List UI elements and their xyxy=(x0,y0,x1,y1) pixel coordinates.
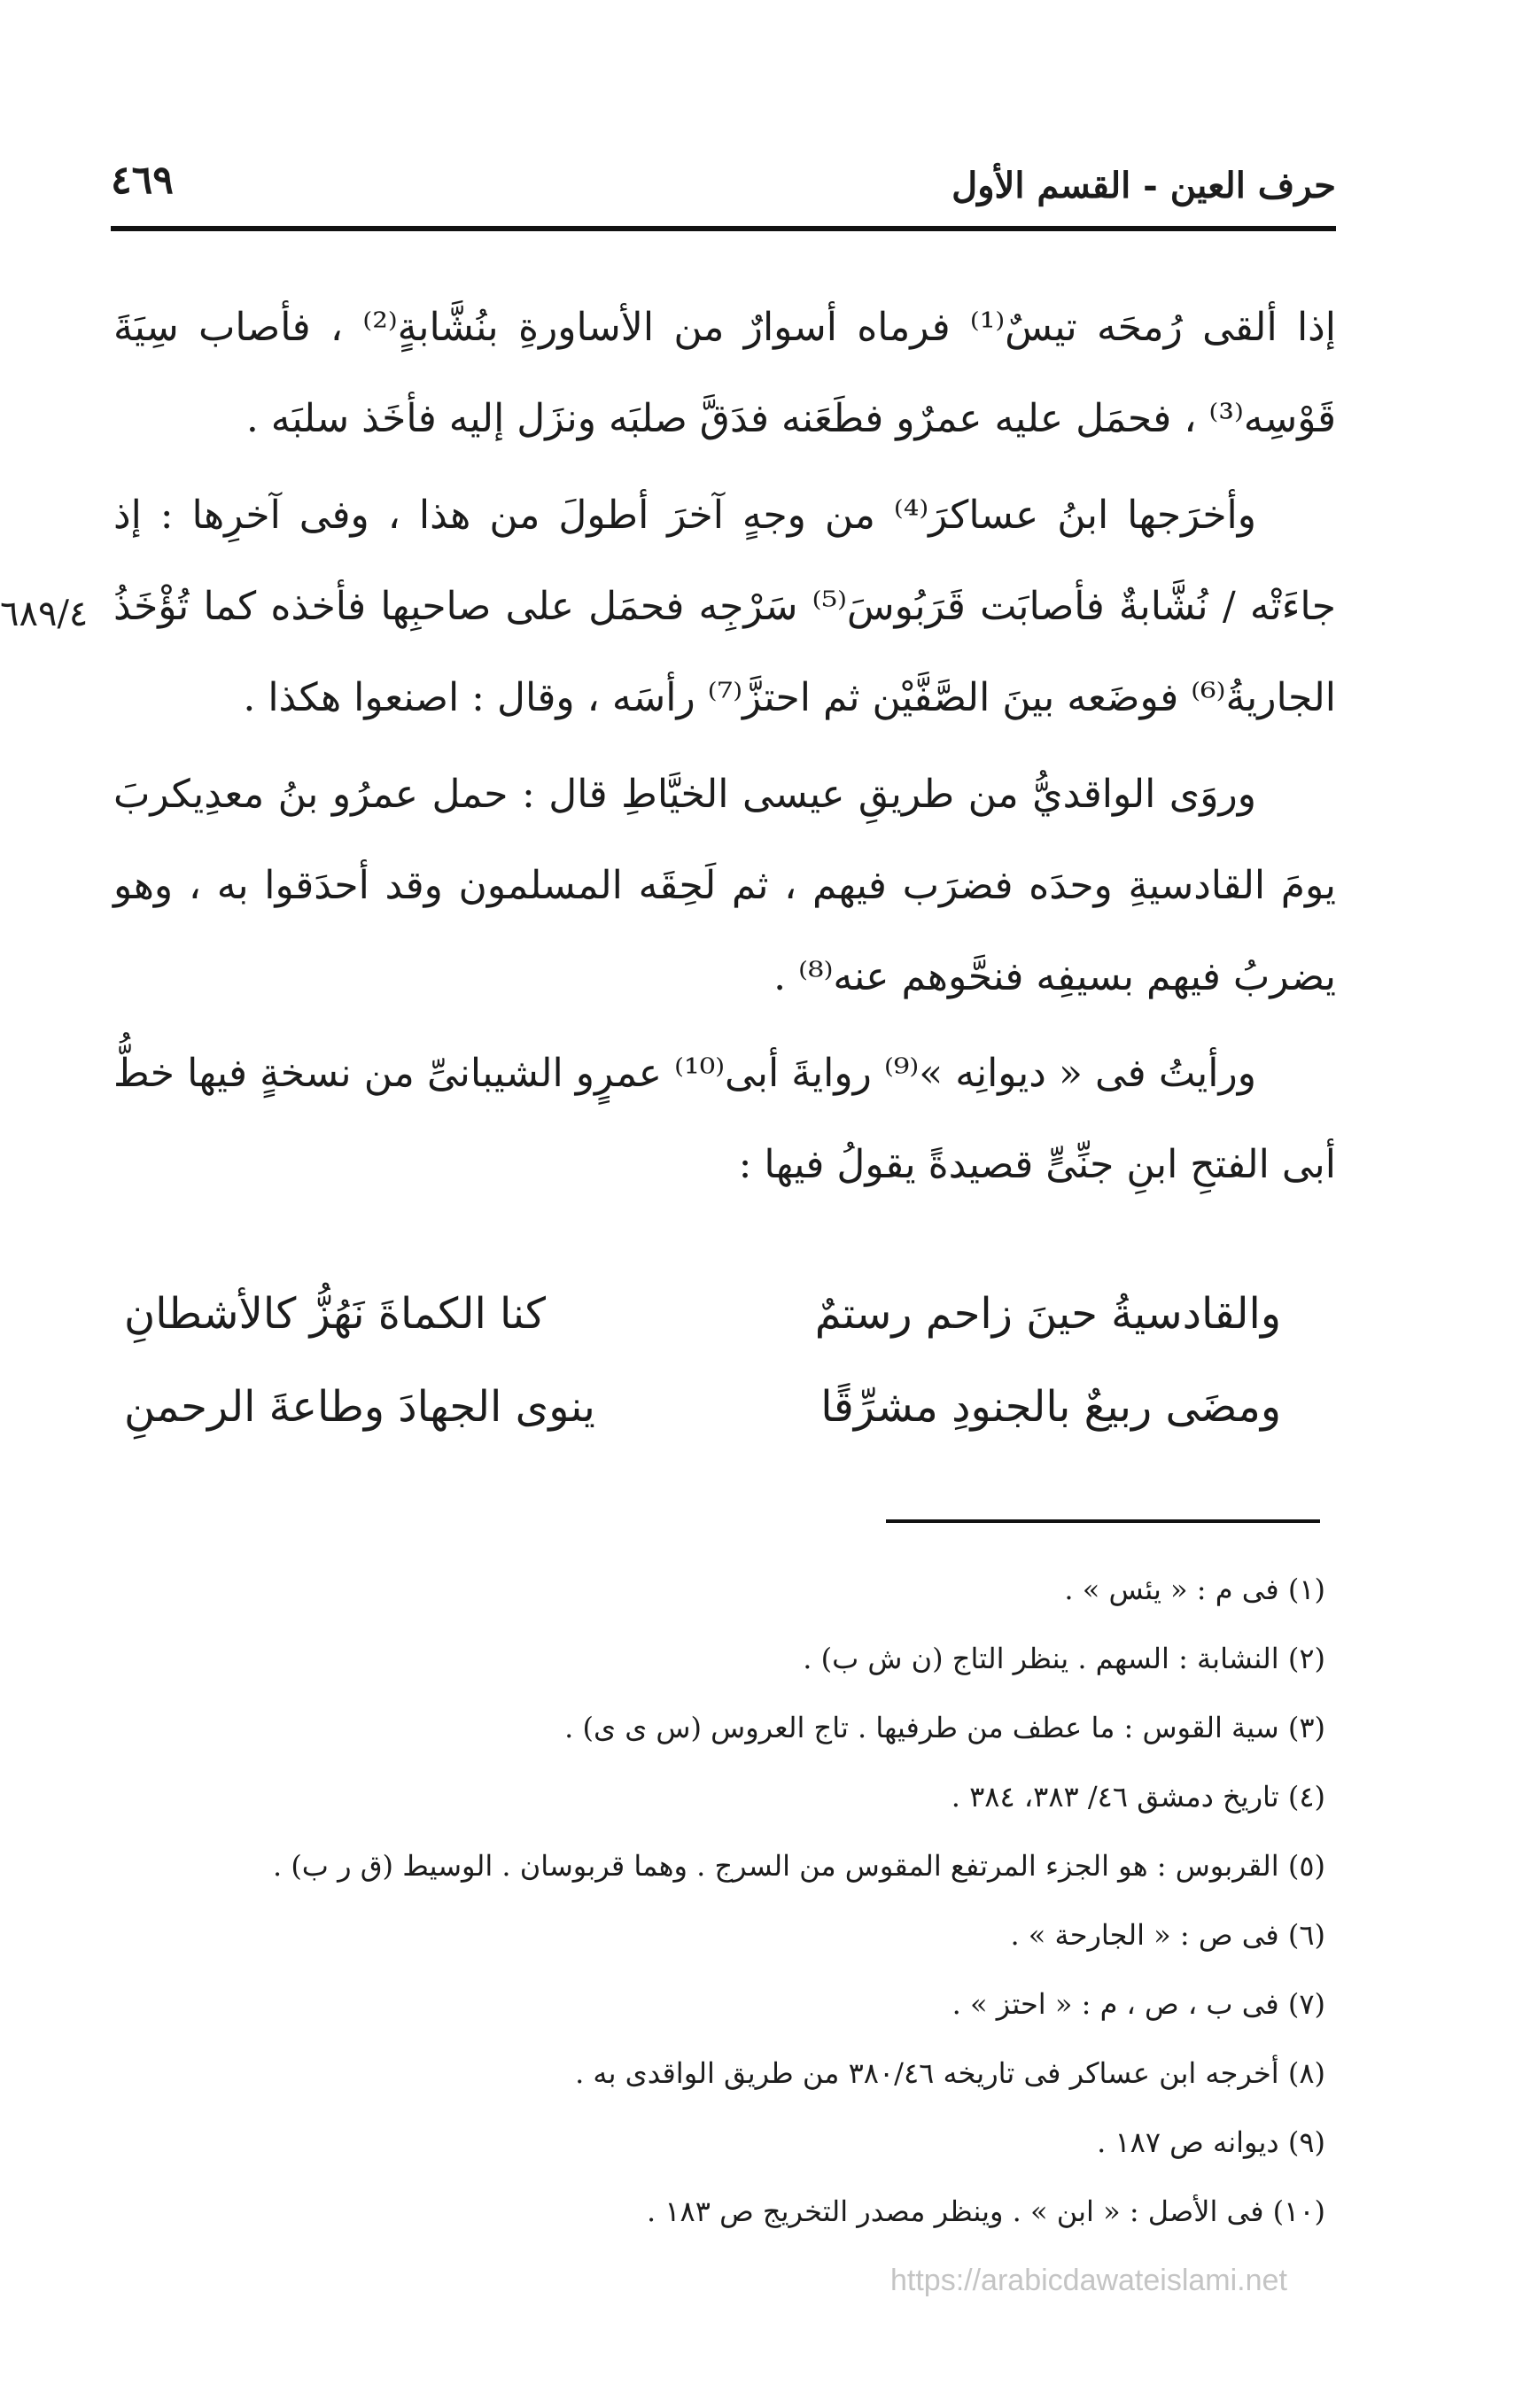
paragraph-1 xyxy=(113,282,1336,464)
paragraph-text: إذا ألقى رُمحَه تيسٌ⁽¹⁾ فرماه أسوارٌ من الأساورةِ بنُشَّابةٍ⁽²⁾ ، فأصاب سِيَةَ قَوْسِه⁽³⁾ ، فحمَل عليه عمرٌو فطَعَنه فدَقَّ صلبَه ونزَل إليه فأخَذ سلبَه . xyxy=(113,305,1336,441)
paragraph-text: وروَى الواقديُّ من طريقِ عيسى الخيَّاطِ قال : حمل عمرُو بنُ معدِيكربَ يومَ القادسيةِ وحدَه فضرَب فيهم ، ثم لَحِقَه المسلمون وقد أحدَقوا به ، وهو يضربُ فيهم بسيفِه فنحَّوهم عنه⁽⁸⁾ . xyxy=(113,772,1336,999)
footnote-8: (٨) أخرجه ابن عساكر فى تاريخه ٣٨٠/٤٦ من طريق الواقدى به . xyxy=(575,2056,1325,2090)
paragraph-2 xyxy=(113,470,1336,743)
verse-second-hemistich: ينوى الجهادَ وطاعةَ الرحمنِ xyxy=(124,1382,595,1432)
paragraph-3 xyxy=(113,749,1336,1022)
footnote-1: (١) فى م : « يئس » . xyxy=(1064,1573,1325,1606)
verse-first-hemistich: والقادسيةُ حينَ زاحم رستمٌ xyxy=(814,1289,1281,1339)
footnote-7: (٧) فى ب ، ص ، م : « احتز » . xyxy=(952,1987,1325,2021)
footnote-3: (٣) سية القوس : ما عطف من طرفيها . تاج العروس (س ى ى) . xyxy=(564,1711,1325,1744)
footnote-10: (١٠) فى الأصل : « ابن » . وينظر مصدر التخريج ص ١٨٣ . xyxy=(646,2194,1325,2228)
chapter-title: حرف العين - القسم الأول xyxy=(952,165,1336,206)
header-rule xyxy=(111,226,1336,231)
running-header xyxy=(111,158,1336,220)
verse-first-hemistich: ومضَى ربيعٌ بالجنودِ مشرِّقًا xyxy=(820,1382,1281,1432)
footnote-separator xyxy=(886,1519,1320,1523)
paragraph-text: ورأيتُ فى « ديوانِه »⁽⁹⁾ روايةَ أبى⁽¹⁰⁾ عمرٍو الشيبانىِّ من نسخةٍ فيها خطُّ أبى الفتحِ ابنِ جنِّىٍّ قصيدةً يقولُ فيها : xyxy=(113,1051,1336,1187)
main-text xyxy=(113,282,1336,1216)
verse-second-hemistich: كنا الكماةَ نَهُزُّ كالأشطانِ xyxy=(124,1289,547,1339)
footnote-9: (٩) ديوانه ص ١٨٧ . xyxy=(1097,2125,1325,2159)
footnote-4: (٤) تاريخ دمشق ٤٦/ ٣٨٣، ٣٨٤ . xyxy=(951,1780,1325,1814)
footnotes xyxy=(133,1555,1325,2246)
paragraph-text: وأخرَجها ابنُ عساكرَ⁽⁴⁾ من وجهٍ آخرَ أطولَ من هذا ، وفى آخرِها : إذ جاءَتْه / نُشَّابةٌ فأصابَت قَرَبُوسَ⁽⁵⁾ سَرْجِه فحمَل على صاحبِها فأخذه كما تُؤْخَذُ الجاريةُ⁽⁶⁾ فوضَعه بينَ الصَّفَّيْن ثم احتزَّ⁽⁷⁾ رأسَه ، وقال : اصنعوا هكذا . xyxy=(113,493,1336,720)
footnote-6: (٦) فى ص : « الجارحة » . xyxy=(1010,1918,1325,1952)
footnote-2: (٢) النشابة : السهم . ينظر التاج (ن ش ب) . xyxy=(803,1642,1325,1675)
footnote-5: (٥) القربوس : هو الجزء المرتفع المقوس من السرج . وهما قربوسان . الوسيط (ق ر ب) . xyxy=(272,1849,1325,1883)
watermark-url: https://arabicdawateislami.net xyxy=(890,2264,1287,2297)
page-number: ٤٦٩ xyxy=(111,158,174,203)
margin-reference: ٦٨٩/٤ xyxy=(0,594,89,634)
paragraph-4 xyxy=(113,1028,1336,1210)
